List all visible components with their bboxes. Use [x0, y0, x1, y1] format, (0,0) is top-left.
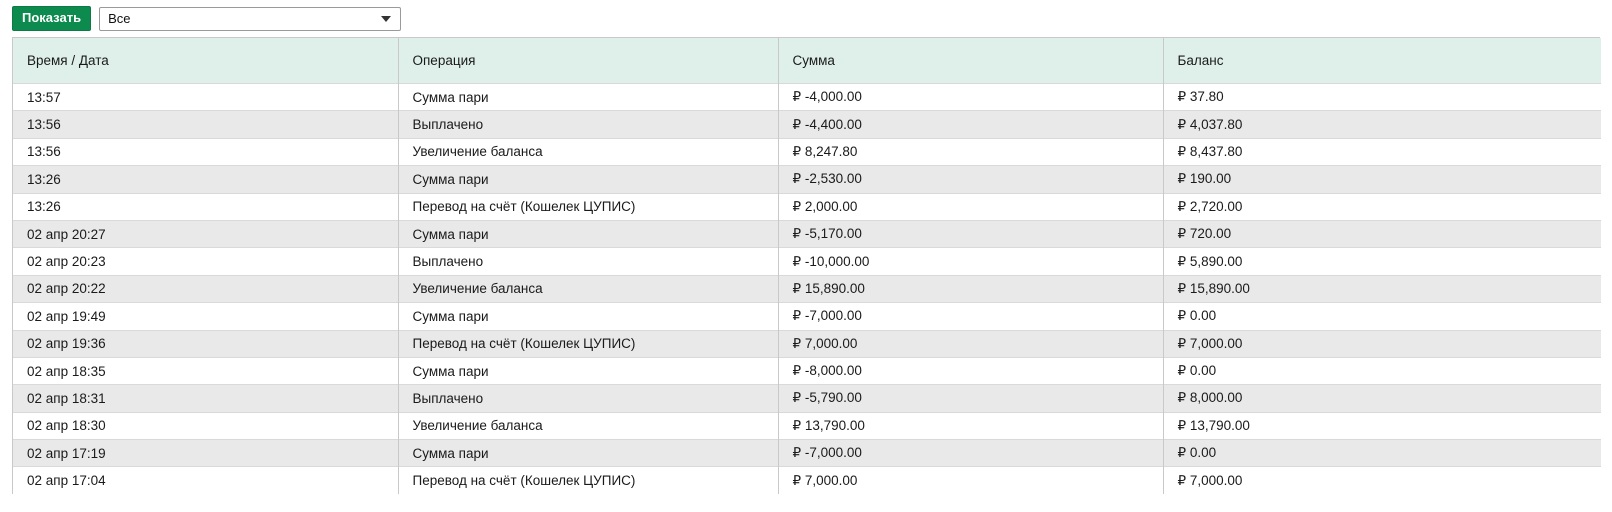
cell-balance: ₽ 190.00: [1163, 166, 1601, 193]
cell-operation: Сумма пари: [398, 84, 778, 111]
cell-balance: ₽ 8,000.00: [1163, 385, 1601, 412]
cell-amount: ₽ -5,790.00: [778, 385, 1163, 412]
cell-balance: ₽ 7,000.00: [1163, 330, 1601, 357]
table-row: [13, 166, 1601, 193]
cell-amount: ₽ -10,000.00: [778, 248, 1163, 275]
cell-balance: ₽ 0.00: [1163, 440, 1601, 467]
transactions-table: [13, 38, 1601, 494]
cell-balance: ₽ 4,037.80: [1163, 111, 1601, 138]
cell-amount: ₽ -4,000.00: [778, 84, 1163, 111]
table-header-row: [13, 38, 1601, 84]
table-row: [13, 111, 1601, 138]
cell-operation: Перевод на счёт (Кошелек ЦУПИС): [398, 330, 778, 357]
cell-amount: ₽ 8,247.80: [778, 138, 1163, 165]
table-row: [13, 275, 1601, 302]
table-row: [13, 248, 1601, 275]
cell-balance: ₽ 37.80: [1163, 84, 1601, 111]
cell-operation: Сумма пари: [398, 166, 778, 193]
table-row: [13, 330, 1601, 357]
table-row: [13, 357, 1601, 384]
cell-balance: ₽ 0.00: [1163, 357, 1601, 384]
table-row: [13, 220, 1601, 247]
table-row: [13, 385, 1601, 412]
cell-operation: Сумма пари: [398, 440, 778, 467]
cell-operation: Сумма пари: [398, 303, 778, 330]
transactions-table-container: [12, 37, 1600, 494]
cell-time: 02 апр 18:31: [13, 385, 398, 412]
cell-operation: Увеличение баланса: [398, 275, 778, 302]
cell-time: 13:57: [13, 84, 398, 111]
cell-time: 13:26: [13, 166, 398, 193]
column-header-time: Время / Дата: [13, 38, 398, 84]
table-body: [13, 84, 1601, 494]
cell-time: 02 апр 20:23: [13, 248, 398, 275]
cell-amount: ₽ 2,000.00: [778, 193, 1163, 220]
cell-amount: ₽ 7,000.00: [778, 467, 1163, 494]
cell-time: 02 апр 19:49: [13, 303, 398, 330]
cell-time: 02 апр 18:35: [13, 357, 398, 384]
table-row: [13, 412, 1601, 439]
cell-operation: Выплачено: [398, 385, 778, 412]
cell-time: 02 апр 17:19: [13, 440, 398, 467]
cell-amount: ₽ 7,000.00: [778, 330, 1163, 357]
filter-select[interactable]: [99, 7, 401, 31]
table-row: [13, 440, 1601, 467]
cell-balance: ₽ 13,790.00: [1163, 412, 1601, 439]
cell-operation: Выплачено: [398, 111, 778, 138]
table-row: [13, 467, 1601, 494]
cell-time: 13:26: [13, 193, 398, 220]
filter-toolbar: [12, 6, 401, 31]
cell-amount: ₽ 15,890.00: [778, 275, 1163, 302]
cell-operation: Увеличение баланса: [398, 138, 778, 165]
cell-operation: Перевод на счёт (Кошелек ЦУПИС): [398, 467, 778, 494]
column-header-operation: Операция: [398, 38, 778, 84]
cell-operation: Перевод на счёт (Кошелек ЦУПИС): [398, 193, 778, 220]
column-header-balance: Баланс: [1163, 38, 1601, 84]
cell-amount: ₽ 13,790.00: [778, 412, 1163, 439]
show-button[interactable]: Показать: [12, 6, 91, 31]
cell-time: 02 апр 17:04: [13, 467, 398, 494]
cell-balance: ₽ 15,890.00: [1163, 275, 1601, 302]
cell-time: 02 апр 20:22: [13, 275, 398, 302]
cell-time: 02 апр 18:30: [13, 412, 398, 439]
table-row: [13, 193, 1601, 220]
cell-amount: ₽ -4,400.00: [778, 111, 1163, 138]
cell-amount: ₽ -2,530.00: [778, 166, 1163, 193]
cell-operation: Сумма пари: [398, 357, 778, 384]
table-header: [13, 38, 1601, 84]
cell-operation: Сумма пари: [398, 220, 778, 247]
column-header-amount: Сумма: [778, 38, 1163, 84]
cell-time: 02 апр 20:27: [13, 220, 398, 247]
cell-time: 13:56: [13, 138, 398, 165]
cell-operation: Увеличение баланса: [398, 412, 778, 439]
table-row: [13, 303, 1601, 330]
cell-amount: ₽ -5,170.00: [778, 220, 1163, 247]
cell-amount: ₽ -8,000.00: [778, 357, 1163, 384]
cell-balance: ₽ 8,437.80: [1163, 138, 1601, 165]
cell-amount: ₽ -7,000.00: [778, 303, 1163, 330]
table-row: [13, 84, 1601, 111]
cell-balance: ₽ 2,720.00: [1163, 193, 1601, 220]
cell-balance: ₽ 5,890.00: [1163, 248, 1601, 275]
cell-balance: ₽ 0.00: [1163, 303, 1601, 330]
cell-amount: ₽ -7,000.00: [778, 440, 1163, 467]
cell-balance: ₽ 7,000.00: [1163, 467, 1601, 494]
cell-time: 13:56: [13, 111, 398, 138]
table-row: [13, 138, 1601, 165]
cell-time: 02 апр 19:36: [13, 330, 398, 357]
cell-balance: ₽ 720.00: [1163, 220, 1601, 247]
filter-select-wrapper: [99, 7, 401, 31]
cell-operation: Выплачено: [398, 248, 778, 275]
